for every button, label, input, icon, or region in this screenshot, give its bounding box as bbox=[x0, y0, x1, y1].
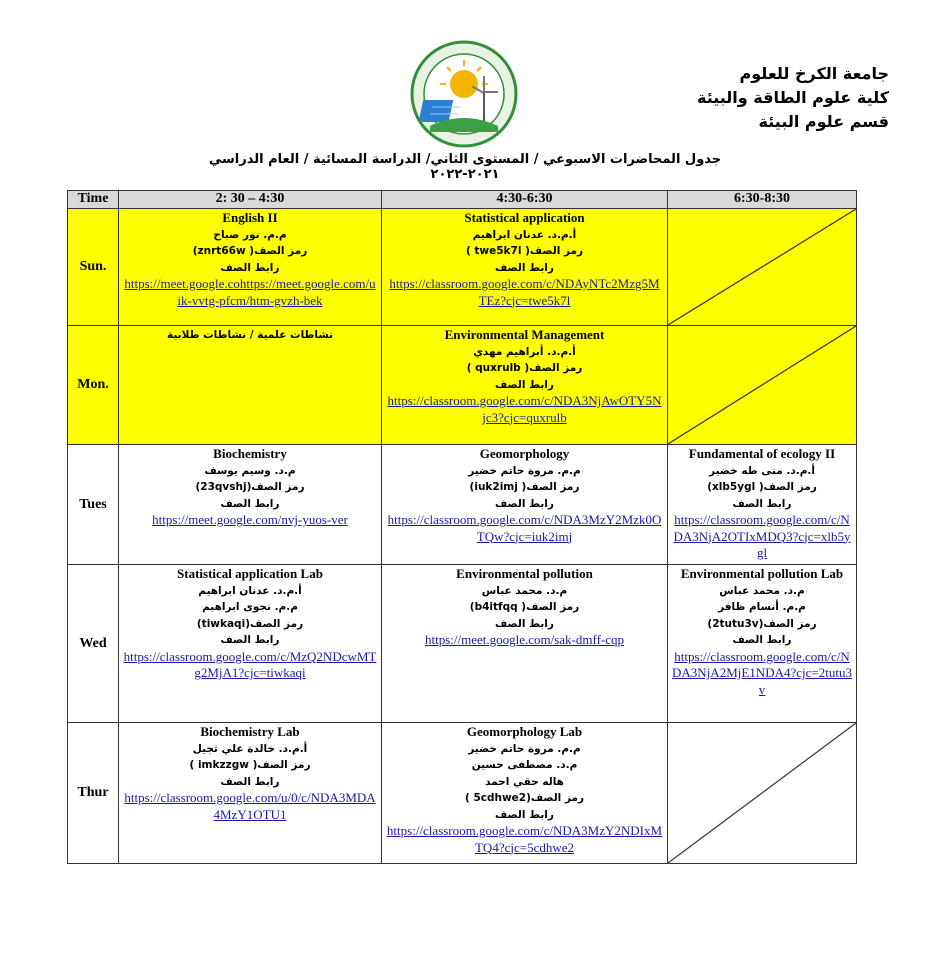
course-detail-line: أ.م.د. عدنان ابراهيم bbox=[472, 228, 577, 241]
day-label: Sun. bbox=[68, 209, 119, 326]
class-cell bbox=[382, 723, 668, 864]
empty-slot-diagonal bbox=[668, 723, 856, 863]
class-cell bbox=[668, 445, 857, 565]
table-row bbox=[68, 565, 857, 723]
class-link[interactable]: https://meet.google.cohttps://meet.google.com/uik-vvtg-pfcm/htm-gvzh-bek bbox=[124, 276, 376, 308]
day-label: Wed bbox=[68, 565, 119, 723]
empty-slot-diagonal bbox=[668, 209, 856, 325]
class-link[interactable]: https://classroom.google.com/c/NDA3NjA2MjE1NDA4?cjc=2tutu3v bbox=[672, 648, 852, 697]
schedule-subtitle: جدول المحاضرات الاسبوعي / المستوى الثاني/ الدراسة المسائية / العام الدراسي ٢٠٢١-٢٠٢٢ bbox=[208, 152, 722, 182]
class-link[interactable]: https://classroom.google.com/u/0/c/NDA3MDA4MzY1OTU1 bbox=[124, 790, 376, 822]
course-detail-line: رمز الصف( znrt66w) bbox=[192, 245, 308, 257]
course-detail-line: أ.م.د. أبراهيم مهدي bbox=[473, 345, 576, 358]
class-cell bbox=[382, 565, 668, 723]
course-detail-line: رمز الصف( imkzzgw ) bbox=[189, 759, 311, 771]
course-detail-line: هاله حقي احمد bbox=[485, 775, 564, 788]
class-info bbox=[668, 565, 856, 698]
column-header: 2: 30 – 4:30 bbox=[119, 191, 382, 209]
course-detail-line: أ.م.د. عدنان ابراهيم bbox=[198, 584, 302, 597]
column-header: 4:30-6:30 bbox=[382, 191, 668, 209]
course-detail-line: رابط الصف bbox=[495, 497, 554, 510]
course-title: Environmental pollution bbox=[456, 566, 593, 581]
class-cell bbox=[668, 565, 857, 723]
table-row bbox=[68, 445, 857, 565]
course-title: English II bbox=[222, 210, 278, 225]
course-title: Statistical application bbox=[464, 210, 585, 225]
class-cell bbox=[119, 326, 382, 445]
class-link[interactable]: https://classroom.google.com/c/NDAyNTc2Mzg5MTEz?cjc=twe5k7l bbox=[389, 276, 660, 308]
class-info bbox=[382, 209, 667, 309]
course-detail-line: م.د. مصطفى حسين bbox=[471, 759, 578, 771]
department-name: قسم علوم البيئة bbox=[758, 112, 889, 131]
empty-slot-cell bbox=[668, 209, 857, 326]
course-detail-line: رابط الصف bbox=[220, 261, 280, 274]
class-cell bbox=[382, 326, 668, 445]
college-name: كلية علوم الطاقة والبيئة bbox=[697, 88, 889, 107]
institution-header bbox=[697, 62, 889, 134]
class-cell bbox=[382, 209, 668, 326]
course-detail-line: رمز الصف(23qvshj) bbox=[195, 481, 305, 493]
class-link[interactable]: https://classroom.google.com/c/NDA3NjAwOTY5Njc3?cjc=quxrulb bbox=[387, 393, 662, 425]
course-detail-line: رمز الصف( iuk2imj) bbox=[469, 481, 580, 493]
class-cell bbox=[119, 445, 382, 565]
course-detail-line: رابط الصف bbox=[220, 634, 280, 646]
course-detail-line: رمز الصف( quxrulb ) bbox=[466, 362, 583, 374]
course-detail-line: رابط الصف bbox=[495, 808, 554, 821]
table-row bbox=[68, 326, 857, 445]
course-detail-line: م.م. نجوى ابراهيم bbox=[202, 601, 298, 613]
course-detail-line: رمز الصف( xlb5ygl) bbox=[707, 481, 817, 493]
course-title: Geomorphology Lab bbox=[466, 724, 583, 739]
course-detail-line: رمز الصف(5cdhwe2 ) bbox=[464, 792, 585, 804]
college-seal-icon bbox=[410, 40, 518, 148]
class-info bbox=[382, 326, 667, 426]
class-info bbox=[382, 565, 667, 649]
course-detail-line: م.م. نور صباح bbox=[213, 228, 287, 241]
course-title: Fundamental of ecology II bbox=[688, 446, 836, 461]
class-info bbox=[119, 445, 381, 529]
table-header-row bbox=[68, 191, 857, 209]
day-label: Thur bbox=[68, 723, 119, 864]
course-detail-line: رمز الصف(2tutu3v) bbox=[707, 617, 817, 630]
column-header: Time bbox=[68, 191, 119, 209]
class-cell bbox=[119, 209, 382, 326]
course-detail-line: رمز الصف( twe5k7l ) bbox=[465, 245, 584, 257]
course-title: Environmental Management bbox=[444, 327, 605, 342]
course-title: Biochemistry Lab bbox=[200, 724, 300, 739]
course-detail-line: رابط الصف bbox=[220, 497, 280, 510]
class-info bbox=[119, 326, 381, 344]
university-name: جامعة الكرخ للعلوم bbox=[739, 64, 889, 83]
course-detail-line: رابط الصف bbox=[220, 775, 280, 788]
class-info bbox=[668, 445, 856, 562]
class-cell bbox=[382, 445, 668, 565]
table-row bbox=[68, 723, 857, 864]
class-info bbox=[119, 723, 381, 823]
course-detail-line: رابط الصف bbox=[732, 634, 792, 646]
course-title: Statistical application Lab bbox=[177, 566, 323, 581]
class-info bbox=[119, 209, 381, 309]
course-title: Environmental pollution Lab bbox=[680, 566, 844, 581]
day-label: Mon. bbox=[68, 326, 119, 445]
course-detail-line: م.م. مروة حاتم خضير bbox=[468, 742, 581, 755]
class-info bbox=[119, 565, 381, 682]
day-label: Tues bbox=[68, 445, 119, 565]
course-detail-line: م.د. وسيم يوسف bbox=[204, 464, 296, 477]
schedule-table bbox=[67, 190, 857, 864]
course-detail-line: م.د. محمد عباس bbox=[719, 584, 805, 597]
column-header: 6:30-8:30 bbox=[668, 191, 857, 209]
course-detail-line: أ.م.د. منى طه خضير bbox=[708, 464, 815, 477]
empty-slot-cell bbox=[668, 326, 857, 445]
class-link[interactable]: https://classroom.google.com/c/NDA3MzY2Mzk0OTQw?cjc=iuk2imj bbox=[387, 512, 662, 544]
course-detail-line: رابط الصف bbox=[732, 497, 792, 510]
course-title: Geomorphology bbox=[479, 446, 570, 461]
class-info bbox=[382, 723, 667, 856]
course-detail-line: رابط الصف bbox=[495, 378, 554, 391]
class-cell bbox=[119, 565, 382, 723]
course-detail-line: رابط الصف bbox=[495, 617, 554, 630]
course-detail-line: نشاطات علمية / نشاطات طلابية bbox=[167, 329, 333, 341]
course-detail-line: رمز الصف( b4itfqq) bbox=[469, 601, 580, 613]
course-detail-line: رمز الصف(tiwkaqi) bbox=[196, 617, 304, 630]
class-link[interactable]: https://classroom.google.com/c/MzQ2NDcwMTg2MjA1?cjc=tiwkaqi bbox=[123, 648, 377, 680]
class-link[interactable]: https://classroom.google.com/c/NDA3MzY2NDIxMTQ4?cjc=5cdhwe2 bbox=[386, 823, 663, 855]
class-link[interactable]: https://meet.google.com/nvj-yuos-ver bbox=[152, 512, 348, 527]
class-link[interactable]: https://meet.google.com/sak-dmff-cqp bbox=[424, 632, 625, 647]
course-detail-line: م.م. أنسام ظافر bbox=[718, 601, 806, 613]
course-title: Biochemistry bbox=[213, 446, 287, 461]
empty-slot-diagonal bbox=[668, 326, 856, 444]
course-detail-line: أ.م.د. خالدة علي ثجيل bbox=[192, 742, 308, 755]
class-cell bbox=[119, 723, 382, 864]
course-detail-line: م.د. محمد عباس bbox=[481, 584, 568, 597]
course-detail-line: م.م. مروة حاتم خضير bbox=[468, 464, 581, 477]
table-row bbox=[68, 209, 857, 326]
empty-slot-cell bbox=[668, 723, 857, 864]
course-detail-line: رابط الصف bbox=[495, 261, 554, 274]
class-info bbox=[382, 445, 667, 545]
class-link[interactable]: https://classroom.google.com/c/NDA3NjA2OTIxMDQ3?cjc=xlb5ygl bbox=[673, 512, 851, 560]
